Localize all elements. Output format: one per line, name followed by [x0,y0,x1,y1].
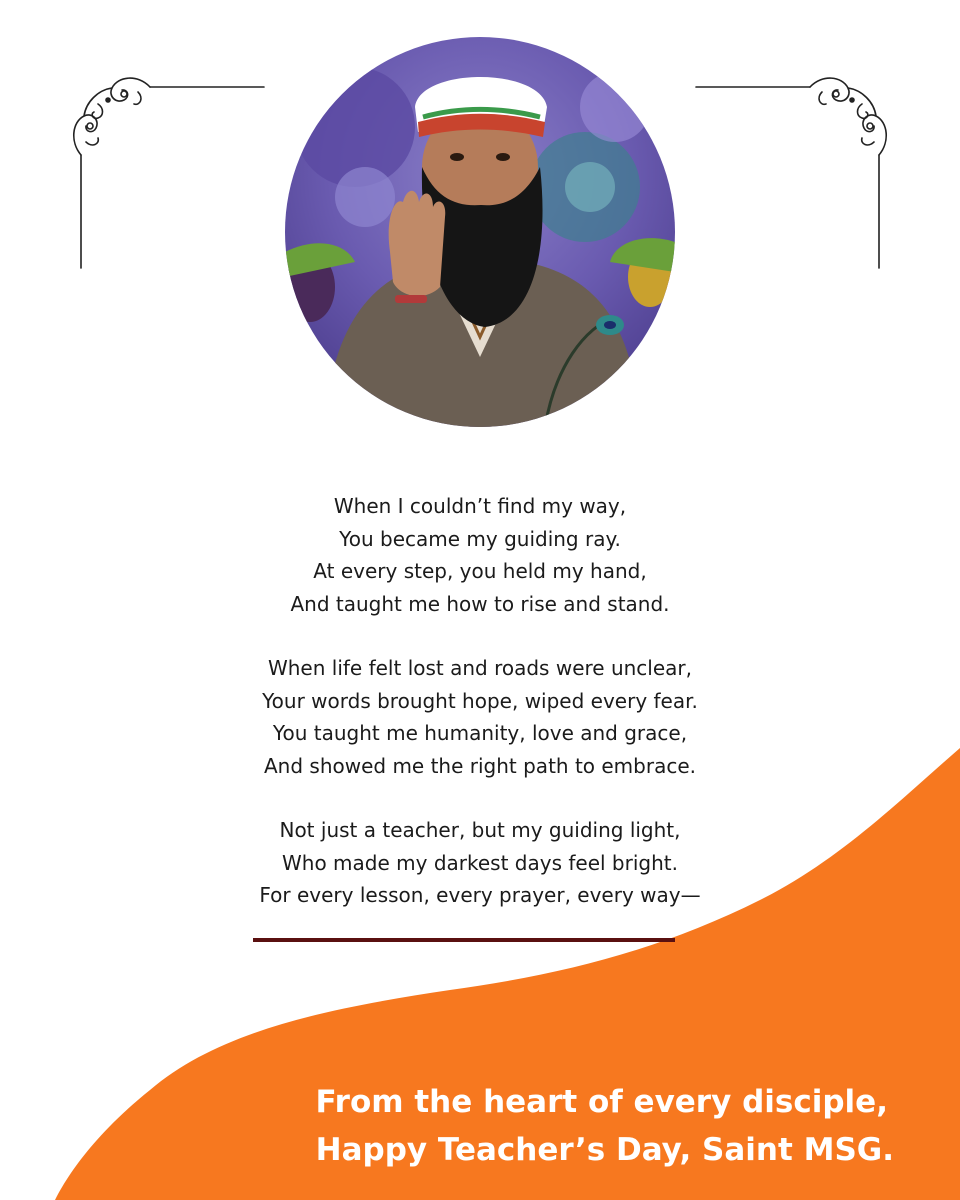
poem-line: When I couldn’t find my way, [333,494,627,518]
poem-text [0,490,960,944]
corner-ornament-left-icon [68,70,268,270]
corner-ornament-right-icon [692,70,892,270]
poem-line: At every step, you held my hand, [313,559,647,583]
poem-line: And showed me the right path to embrace. [263,753,696,778]
divider-rule [253,938,675,942]
poem-line: And taught me how to rise and stand. [290,591,670,616]
poem-line: For every lesson, every prayer, every way— [259,883,701,907]
poem-line: You taught me humanity, love and grace, [272,721,688,745]
poem-line: Your words brought hope, wiped every fear. [262,688,698,713]
closing-line-2: Happy Teacher’s Day, Saint MSG. [315,1132,894,1168]
poem-line: Who made my darkest days feel bright. [282,850,678,875]
closing-line-1: From the heart of every disciple, [315,1084,888,1120]
closing-message [0,1078,960,1174]
poem-line: When life felt lost and roads were unclear, [267,656,692,680]
poem-stanza-1 [0,490,960,620]
poem-line: You became my guiding ray. [339,526,621,551]
portrait-photo [285,37,675,427]
poem-stanza-3 [0,814,960,912]
saint-portrait-icon [285,37,675,427]
poem-stanza-2 [0,652,960,782]
poem-line: Not just a teacher, but my guiding light, [279,818,681,842]
